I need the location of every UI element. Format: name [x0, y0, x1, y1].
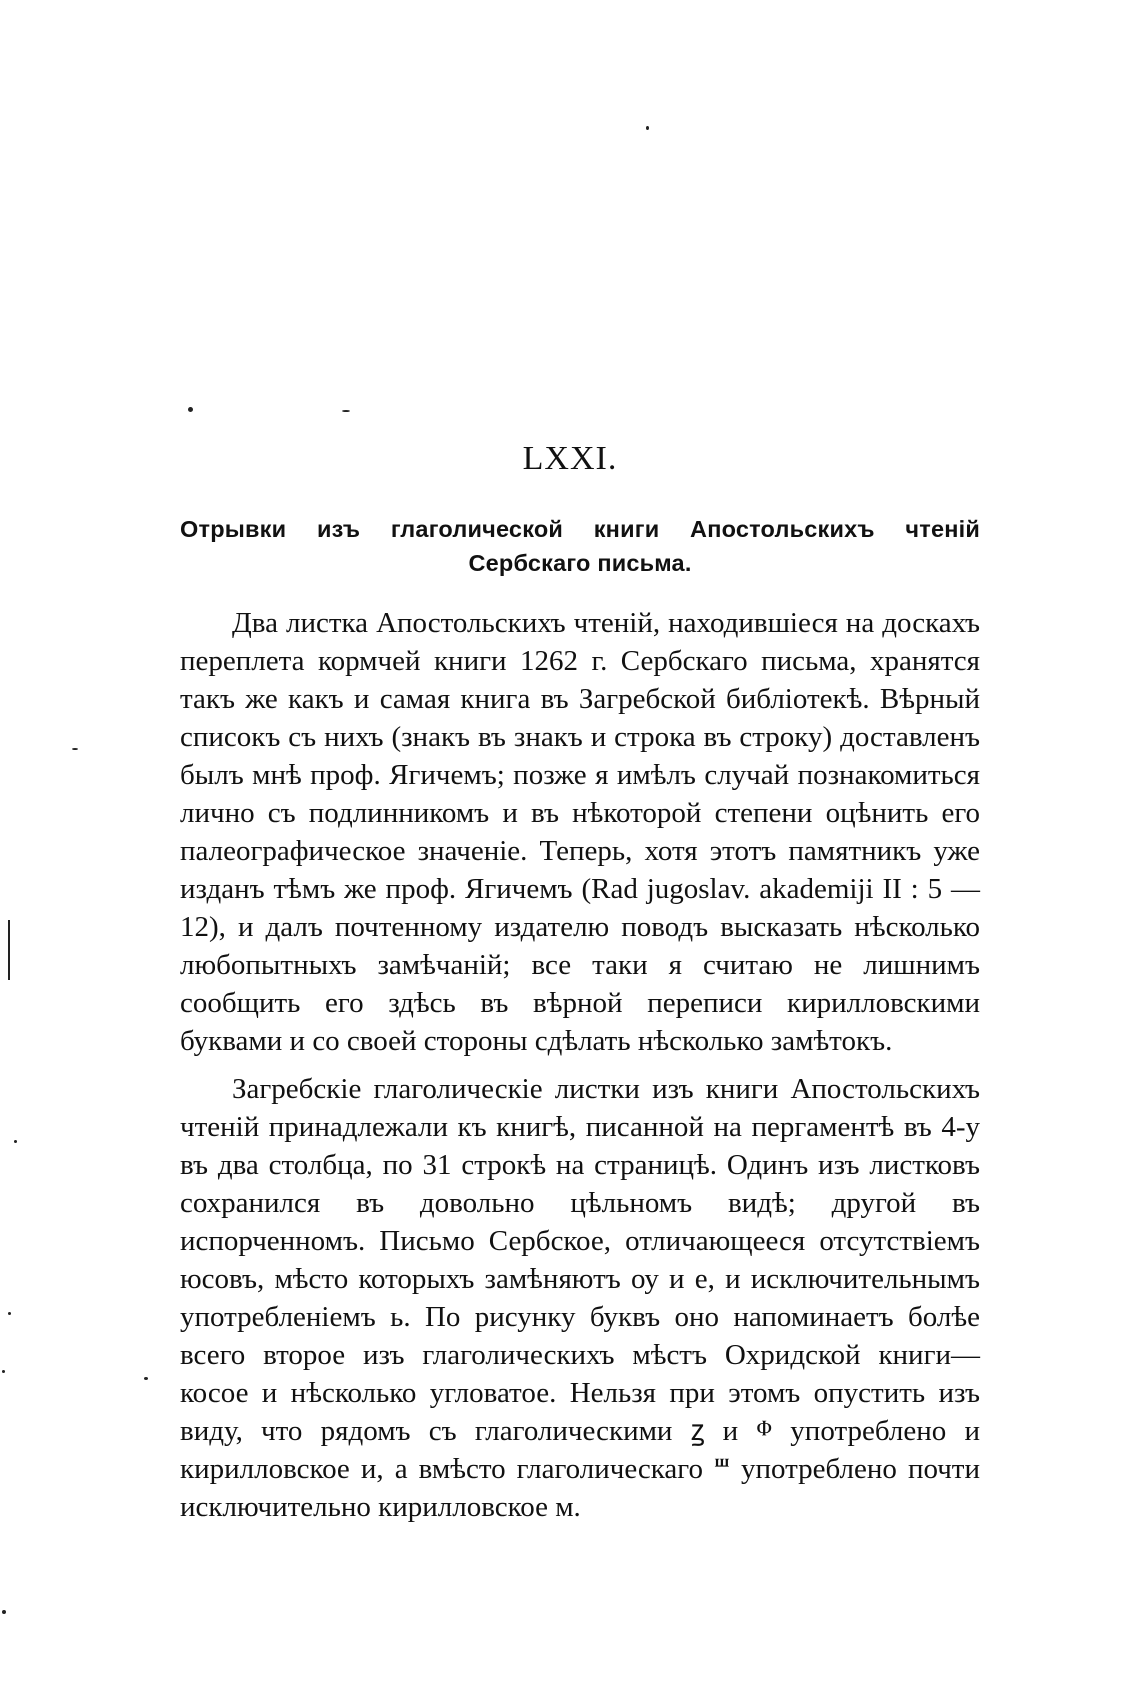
paragraph-2: Загребскіе глаголическіе листки изъ книги Апостольскихъ чтеній принадлежали къ книгѣ, писанной на пергаментѣ въ 4-у въ два столбца, по 31 строкѣ на страницѣ. Одинъ изъ листковъ сохранился въ довольно цѣльномъ видѣ; другой въ испорченномъ. Письмо Сербское, отличающееся отсутствіемъ юсовъ, мѣсто которыхъ замѣняютъ оу и е, и исключительнымъ употребленіемъ ь. По рисунку буквъ оно напоминаетъ болѣе всего второе изъ глаголическихъ мѣстъ Охридской книги—косое и нѣсколько угловатое. Нельзя при этомъ опустить изъ виду, что рядомъ съ глаголическими ꙁ и ⱇ употреблено и кирилловское и, а вмѣсто глаголическаго ⱎ употреблено почти исключительно кирилловское м. [180, 1073, 980, 1523]
scan-speck [188, 407, 193, 412]
chapter-heading: Отрывки изъ глаголической книги Апостольскихъ чтеній Сербскаго письма. [180, 516, 980, 576]
scan-speck [8, 1312, 11, 1315]
body-text [180, 604, 980, 1536]
scan-speck [72, 748, 78, 750]
scan-speck [8, 920, 10, 980]
scan-speck [2, 1370, 5, 1373]
scan-speck [646, 126, 649, 130]
scan-speck [144, 1377, 148, 1380]
paragraph-1: Два листка Апостольскихъ чтеній, находившіеся на доскахъ переплета кормчей книги 1262 г. Сербскаго письма, хранятся такъ же какъ и самая книга въ Загребской библіотекѣ. Вѣрный списокъ съ нихъ (знакъ въ знакъ и строка въ строку) доставленъ былъ мнѣ проф. Ягичемъ; позже я имѣлъ случай познакомиться лично съ подлинникомъ и въ нѣкоторой степени оцѣнить его палеографическое значеніе. Теперь, хотя этотъ памятникъ уже изданъ тѣмъ же проф. Ягичемъ (Rad jugoslav. akademiji II : 5 — 12), и далъ почтенному издателю поводъ высказать нѣсколько любопытныхъ замѣчаній; все таки я считаю не лишнимъ сообщить его здѣсь въ вѣрной переписи кирилловскими буквами и со своей стороны сдѣлать нѣсколько замѣтокъ. [180, 607, 980, 1057]
scan-speck [2, 1610, 6, 1614]
scan-speck [14, 1140, 17, 1143]
scan-speck [342, 410, 350, 412]
chapter-numeral: LXXI. [522, 440, 618, 477]
